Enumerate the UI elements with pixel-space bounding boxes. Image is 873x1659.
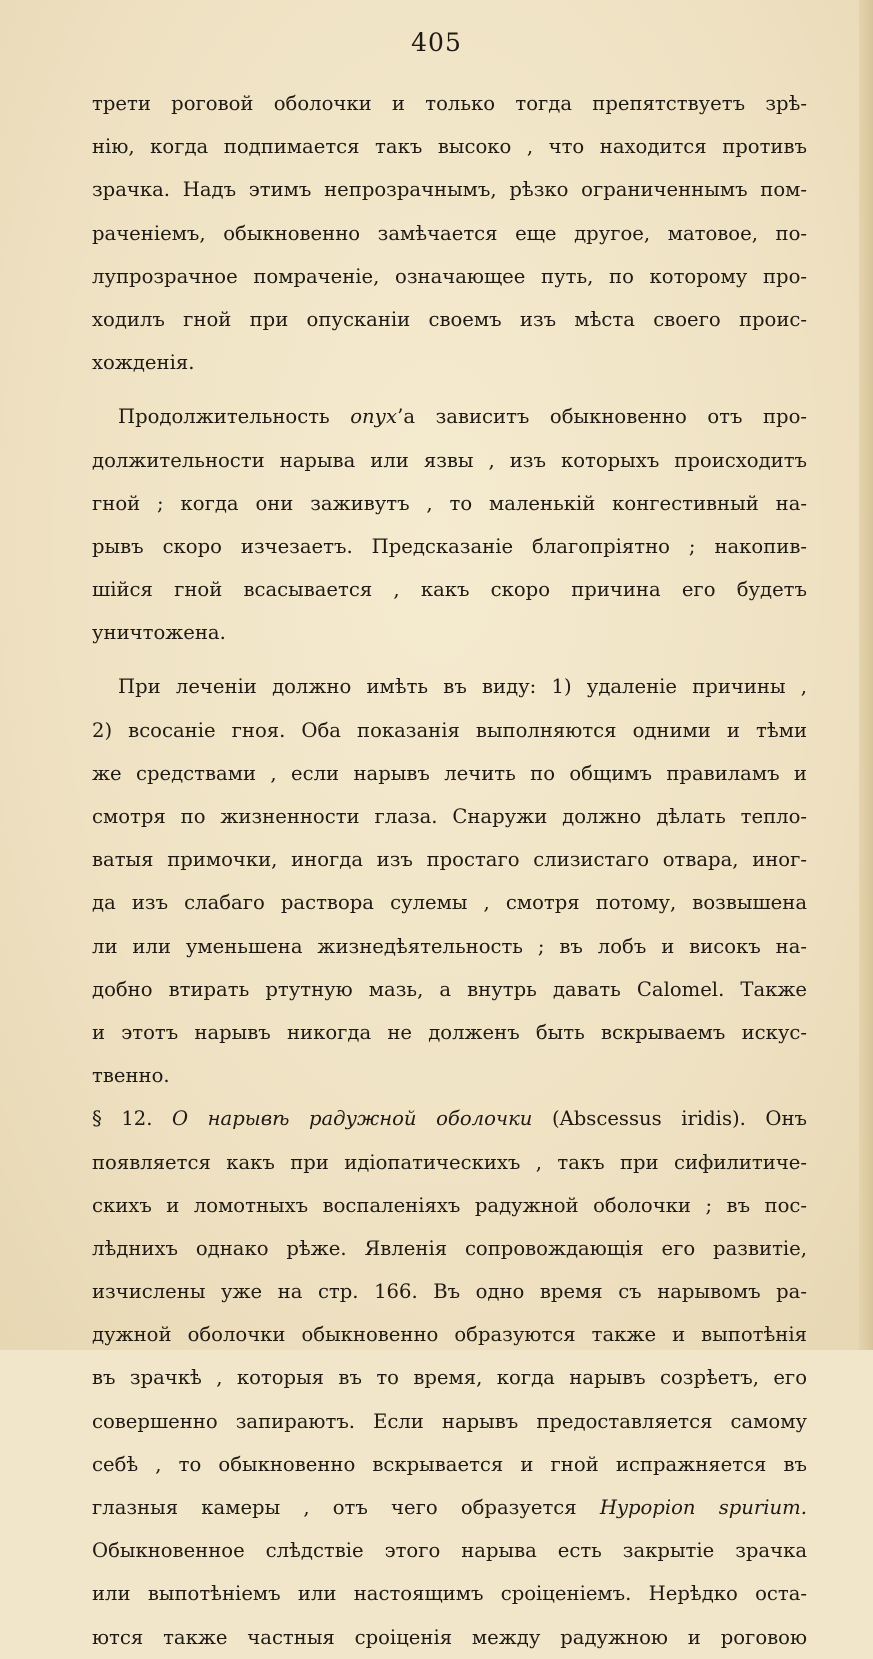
paragraph-gap [92,384,807,395]
text-line: лупрозрачное помраченіе, означающее путь, по которому про- [92,264,807,288]
text-line: 2) всосаніе гноя. Оба показанія выполняются одними и тѣми [92,718,807,742]
text-line: ются также частныя сроіценія между радужною и роговою [92,1625,807,1649]
text-line: зрачка. Надъ этимъ непрозрачнымъ, рѣзко ограниченнымъ пом- [92,178,807,202]
text-line: гной ; когда они заживутъ , то маленькій конгестивный на- [92,491,807,515]
text-line: совершенно запираютъ. Если нарывъ предоставляется самому [92,1409,807,1433]
text-line: уничтожена. [92,621,226,645]
text-line: добно втирать ртутную мазь, а внутрь давать Calomel. Также [92,977,807,1001]
text-line: твенно. [92,1064,170,1088]
text-line: скихъ и ломотныхъ воспаленіяхъ радужной оболочки ; въ пос- [92,1193,807,1217]
text-line: ли или уменьшена жизнедѣятельность ; въ лобъ и високъ на- [92,934,807,958]
text-line: или выпотѣніемъ или настоящимъ сроіценіемъ. Нерѣдко оста- [92,1582,807,1606]
text-segment: (Abscessus iridis). Онъ [532,1107,807,1131]
text-line: лѣднихъ однако рѣже. Явленія сопровождающія его развитіе, [92,1236,807,1260]
text-line: себѣ , то обыкновенно вскрывается и гной испражняется въ [92,1452,807,1476]
text-line: При леченіи должно имѣть въ виду: 1) удаленіе причины , [118,675,807,699]
text-line: трети роговой оболочки и только тогда препятствуетъ зрѣ- [92,92,807,115]
text-line: шійся гной всасывается , какъ скоро причина его будетъ [92,578,807,602]
text-line: рывъ скоро изчезаетъ. Предсказаніе благопріятно ; накопив- [92,534,807,558]
page-number: 405 [411,28,462,57]
text-line: смотря по жизненности глаза. Снаружи должно дѣлать тепло- [92,805,807,828]
italic-term: О нарывѣ радужной оболочки [172,1107,533,1131]
text-line: да изъ слабаго раствора сулемы , смотря потому, возвышена [92,891,807,915]
text-line: дужной оболочки обыкновенно образуются также и выпотѣнія [92,1323,807,1347]
page-edge-shadow [859,0,873,1350]
italic-term: опух [350,405,398,429]
text-line: же средствами , если нарывъ лечить по общимъ правиламъ и [92,761,807,785]
text-line: нію, когда подпимается такъ высоко , что находится противъ [92,135,807,159]
text-segment: ’а зависитъ обыкновенно отъ про- [397,405,807,429]
text-segment: Продолжительность [118,405,351,429]
text-line [92,1097,807,1140]
text-line: изчислены уже на стр. 166. Въ одно время съ нарывомъ ра- [92,1280,807,1304]
text-line [92,395,807,438]
text-line: появляется какъ при идіопатическихъ , такъ при сифилитиче- [92,1150,807,1174]
italic-term: Hypopion spurium. [599,1496,807,1519]
text-line: и этотъ нарывъ никогда не долженъ быть вскрываемъ искус- [92,1020,807,1044]
text-line: раченіемъ, обыкновенно замѣчается еще другое, матовое, по- [92,221,807,245]
text-segment: глазныя камеры , отъ чего образуется [92,1496,600,1519]
text-line: ходилъ гной при опусканіи своемъ изъ мѣста своего проис- [92,307,807,331]
text-line: въ зрачкѣ , которыя въ то время, когда нарывъ созрѣетъ, его [92,1366,807,1390]
text-line [92,1486,807,1529]
paragraph-gap [92,654,807,665]
text-line: должительности нарыва или язвы , изъ которыхъ происходитъ [92,448,807,472]
text-segment: § 12. [92,1107,173,1131]
text-line: хожденія. [92,351,195,375]
text-line: ватыя примочки, иногда изъ простаго слизистаго отвара, иног- [92,848,807,872]
text-line: Обыкновенное слѣдствіе этого нарыва есть закрытіе зрачка [92,1539,807,1563]
body-text [92,82,807,1659]
